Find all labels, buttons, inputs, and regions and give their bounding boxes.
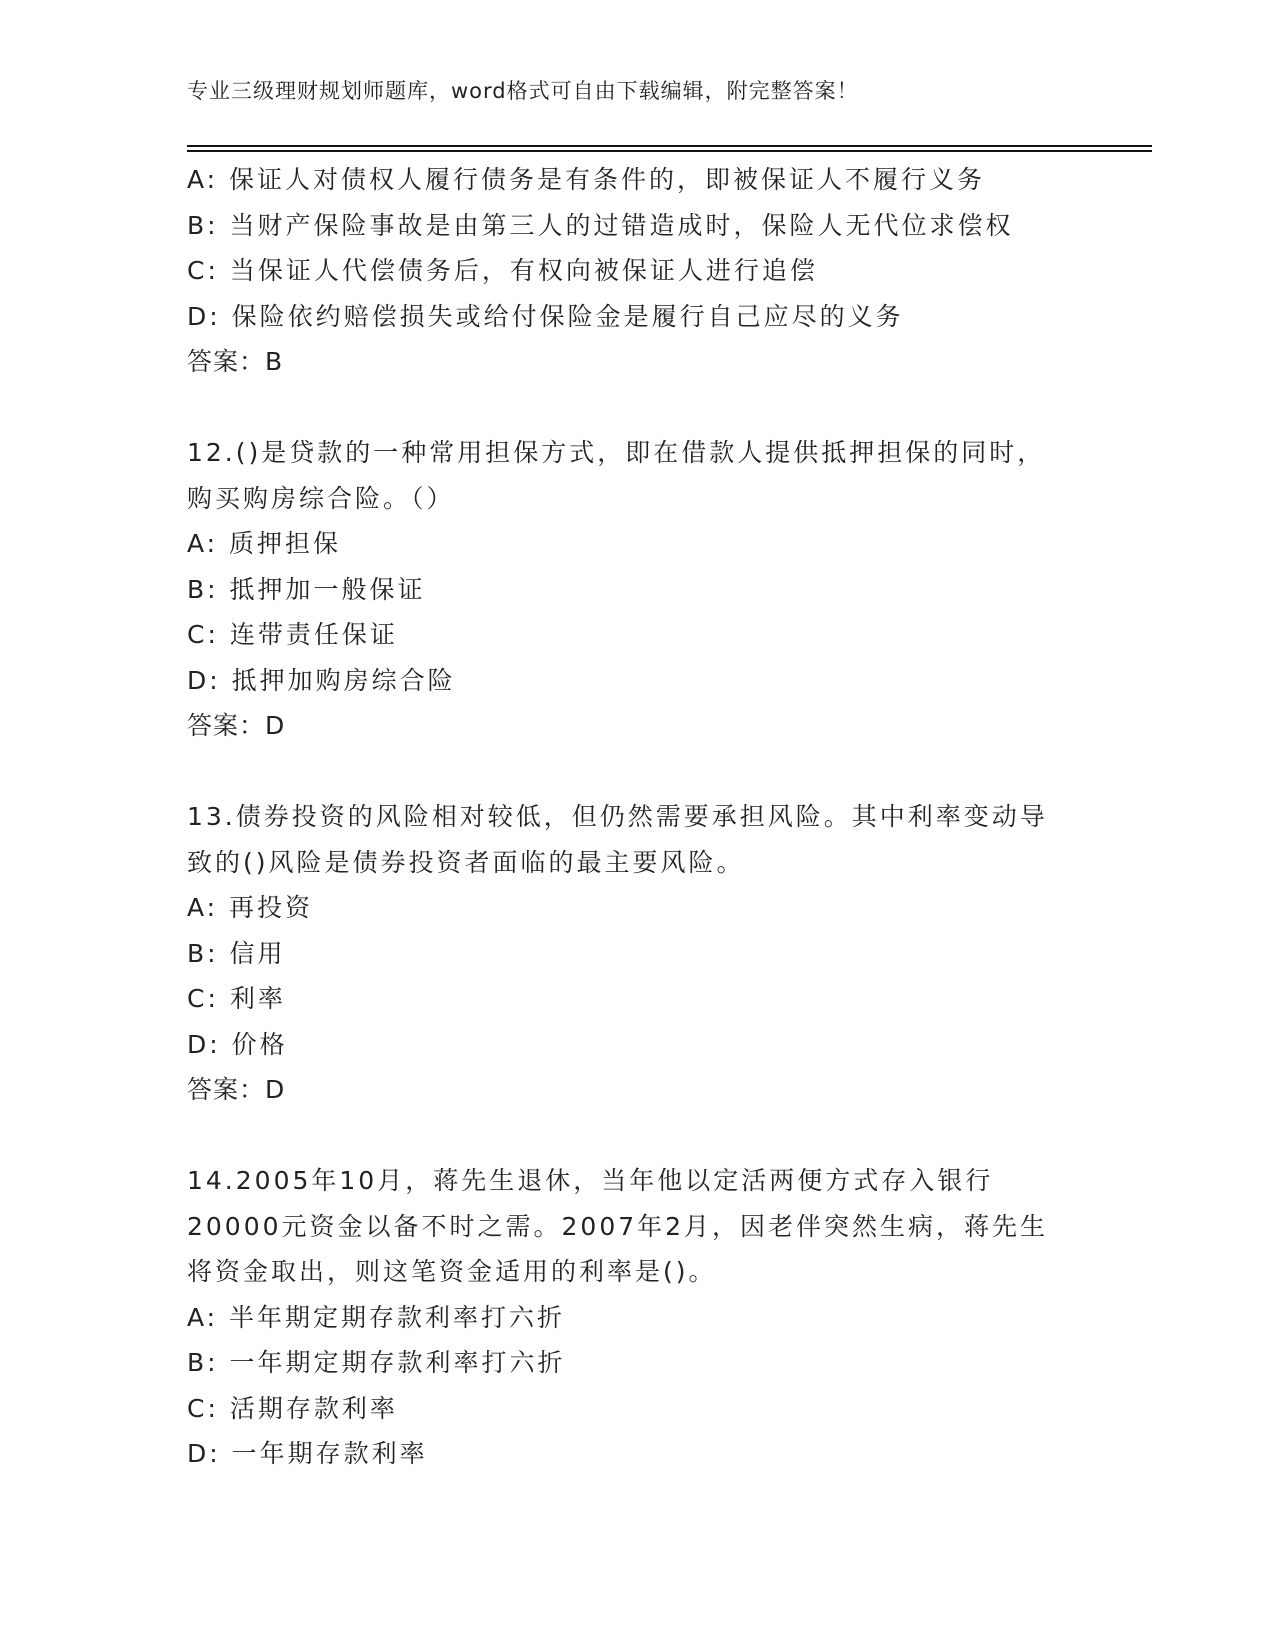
option-c: C: 活期存款利率 <box>187 1393 398 1423</box>
question-stem: 12.()是贷款的一种常用担保方式，即在借款人提供抵押担保的同时， <box>187 438 1046 467</box>
question-stem: 将资金取出，则这笔资金适用的利率是()。 <box>187 1257 717 1286</box>
option-c: C: 当保证人代偿债务后，有权向被保证人进行追偿 <box>187 256 818 285</box>
answer-line: 答案：B <box>187 347 284 376</box>
option-d: D: 价格 <box>187 1029 288 1059</box>
answer-line: 答案：D <box>187 1075 286 1104</box>
header-rule-bottom <box>187 150 1152 152</box>
answer-line: 答案：D <box>187 711 286 740</box>
option-b: B: 当财产保险事故是由第三人的过错造成时，保险人无代位求偿权 <box>187 210 1014 240</box>
option-b: B: 一年期定期存款利率打六折 <box>187 1348 566 1377</box>
option-d: D: 一年期存款利率 <box>187 1439 428 1468</box>
option-b: B: 抵押加一般保证 <box>187 574 426 604</box>
option-a: A: 保证人对债权人履行债务是有条件的，即被保证人不履行义务 <box>187 165 986 194</box>
option-c: C: 连带责任保证 <box>187 620 398 649</box>
option-c: C: 利率 <box>187 984 286 1013</box>
question-stem: 致的()风险是债券投资者面临的最主要风险。 <box>187 847 745 877</box>
question-content <box>187 157 1087 1477</box>
question-stem: 14.2005年10月，蒋先生退休，当年他以定活两便方式存入银行 <box>187 1166 994 1195</box>
option-d: D: 抵押加购房综合险 <box>187 665 456 695</box>
question-13 <box>187 794 1087 1113</box>
header-rule-top <box>187 145 1152 147</box>
question-stem: 13.债券投资的风险相对较低，但仍然需要承担风险。其中利率变动导 <box>187 802 1048 831</box>
question-11 <box>187 157 1087 385</box>
question-12 <box>187 430 1087 749</box>
question-stem: 购买购房综合险。（） <box>187 483 455 513</box>
option-a: A: 半年期定期存款利率打六折 <box>187 1302 566 1332</box>
option-a: A: 质押担保 <box>187 529 342 558</box>
question-stem: 20000元资金以备不时之需。2007年2月，因老伴突然生病，蒋先生 <box>187 1211 1049 1241</box>
option-b: B: 信用 <box>187 938 286 968</box>
spacer <box>187 749 1087 795</box>
option-d: D: 保险依约赔偿损失或给付保险金是履行自己应尽的义务 <box>187 301 904 331</box>
option-a: A: 再投资 <box>187 893 314 922</box>
document-header: 专业三级理财规划师题库，word格式可自由下载编辑，附完整答案！ <box>187 79 859 103</box>
question-14 <box>187 1158 1087 1477</box>
spacer <box>187 385 1087 431</box>
spacer <box>187 1113 1087 1159</box>
